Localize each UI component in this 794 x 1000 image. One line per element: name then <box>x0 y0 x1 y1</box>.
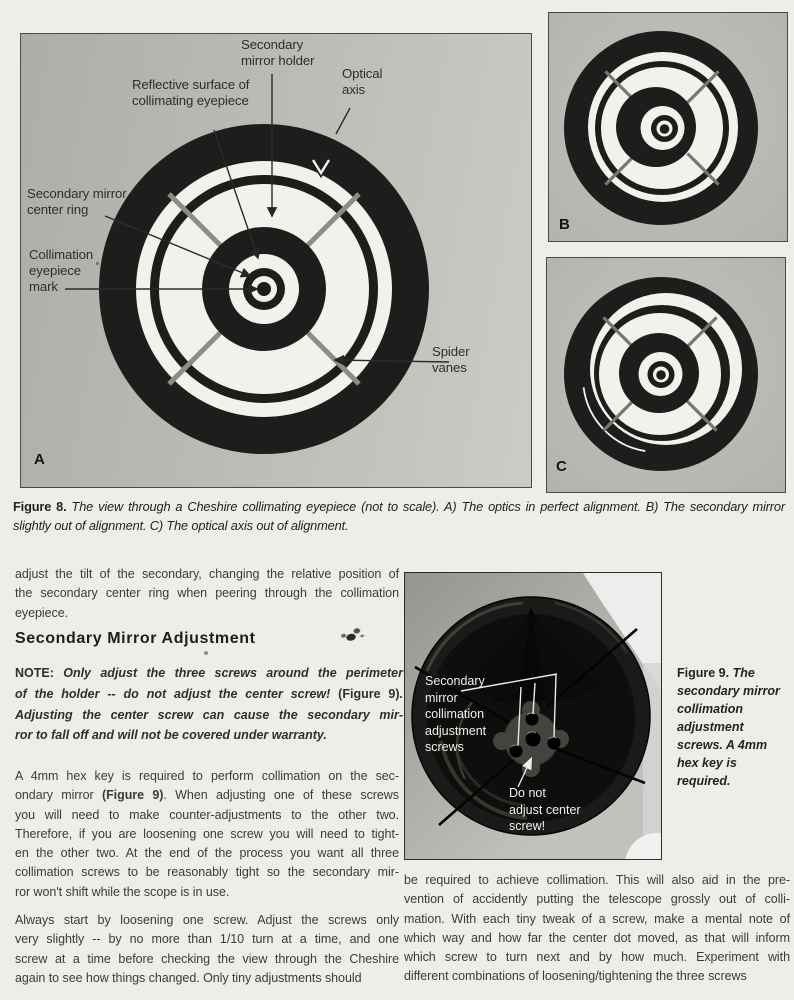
figure8-caption: Figure 8. The view through a Cheshire collimating eyepiece (not to scale). A) The optics in perfect alignment. B) The secondary mirror slightly out of alignment. C) The optical axis out of alignment. <box>13 499 786 533</box>
figure8-panel-c <box>546 257 786 493</box>
cheshire-view-diagram-c <box>547 258 785 492</box>
figure9-photo <box>404 572 662 860</box>
label-reflective-surface: Reflective surface of collimating eyepiece <box>132 77 250 108</box>
ink-speck <box>96 262 99 265</box>
panel-a-letter: A <box>34 451 45 468</box>
label-secondary-mirror-center-ring: Secondary mirror center ring <box>27 186 127 217</box>
panel-c-letter: C <box>556 458 567 475</box>
cheshire-view-diagram-a <box>21 34 531 487</box>
ink-speck <box>204 651 208 655</box>
secondary-mirror-adjustment-heading: Secondary Mirror Adjustment <box>15 630 256 647</box>
intro-paragraph: adjust the tilt of the secondary, changing the relative position of the secondary center ring when peering through the collimation eyepiece. <box>15 567 399 620</box>
label-spider-vanes: Spider vanes <box>432 344 470 375</box>
figure8-panel-a <box>20 33 532 488</box>
continuation-paragraph: be required to achieve collimation. This will also aid in the pre- vention of accidently putting the telescope grossly out of colli- mation. With each tiny tweak of a screw, make a mental note of which way and how far the center dot moved, as that will inform which screw to turn next and by how much. Experiment with different combinations of loosening/tightening the three screws <box>404 873 790 984</box>
figure9-caption: Figure 9. The secondary mirror collimation adjustment screws. A 4mm hex key is required. <box>677 666 780 788</box>
always-start-paragraph: Always start by loosening one screw. Adjust the screws only very slightly -- by no more than 1/10 turn at a time, and one screw at a time before checking the view through the Cheshire again to see how things changed. Only tiny adjustments should <box>15 913 399 985</box>
panel-b-letter: B <box>559 216 570 233</box>
note-paragraph: NOTE: Only adjust the three screws around the perimeter of the holder -- do not adjust the center screw! (Figure 9). Adjusting the center screw can cause the secondary mir- ror to fall off and will not be covered under warranty. <box>15 666 403 743</box>
figure8-panel-b <box>548 12 788 242</box>
label-optical-axis: Optical axis <box>342 66 383 97</box>
ink-smudge <box>336 622 368 647</box>
cheshire-view-diagram-b <box>549 13 787 241</box>
hex-key-paragraph: A 4mm hex key is required to perform collimation on the sec- ondary mirror (Figure 9). When adjusting one of these screws you will need to make counter-adjustments to the other two. Therefore, if you are loosening one screw you will need to tight- en the other two. At the end of the process you want all three collimation screws to be reasonably tight so the secondary mir- ror won't shift while the scope is in use. <box>15 769 399 899</box>
label-adjustment-screws: Secondary mirror collimation adjustment screws <box>425 674 487 754</box>
label-collimation-eyepiece-mark: Collimation eyepiece mark <box>29 247 94 294</box>
label-secondary-mirror-holder: Secondary mirror holder <box>241 37 315 68</box>
label-center-screw-warning: Do not adjust center screw! <box>509 786 581 833</box>
